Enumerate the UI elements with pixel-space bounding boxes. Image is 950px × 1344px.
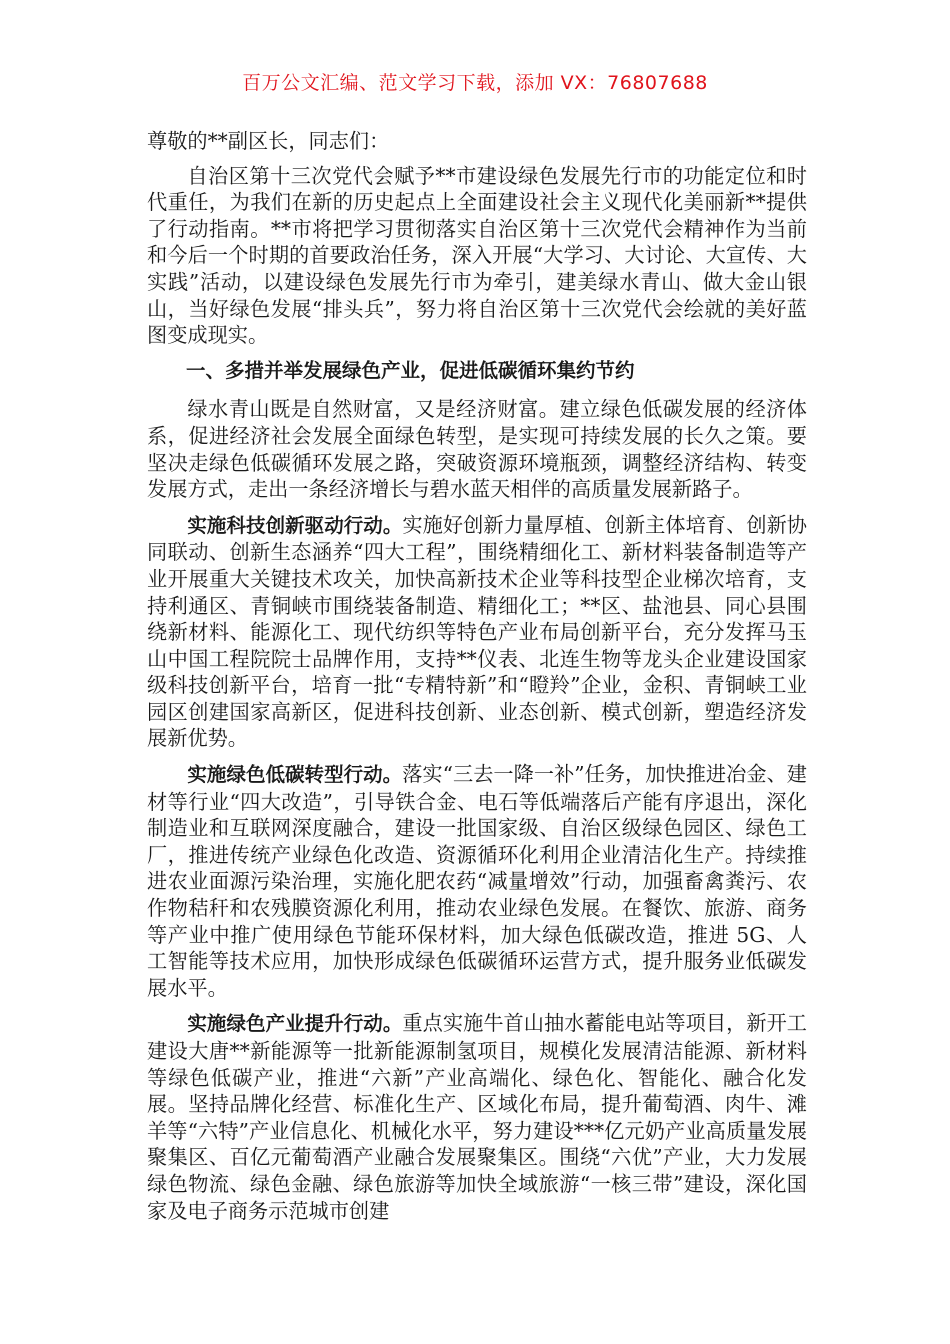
action-text-tech: 实施好创新力量厚植、创新主体培育、创新协同联动、创新生态涵养“四大工程”，围绕精细化工、新材料装备制造等产业开展重大关键技术攻关，加快高新技术企业等科技型企业梯次培育，支持利通区、青铜峡市围绕装备制造、精细化工；**区、盐池县、同心县围绕新材料、能源化工、现代纺织等特色产业布局创新平台，充分发挥马玉山中国工程院院士品牌作用，支持**仪表、北连生物等龙头企业建设国家级科技创新平台，培育一批“专精特新”和“瞪羚”企业，金积、青铜峡工业园区创建国家高新区，促进科技创新、业态创新、模式创新，塑造经济发展新优势。 [147,512,807,751]
action-text-industry: 重点实施牛首山抽水蓄能电站等项目，新开工建设大唐**新能源等一批新能源制氢项目，规模化发展清洁能源、新材料等绿色低碳产业，推进“六新”产业高端化、绿色化、智能化、融合化发展。坚持品牌化经营、标准化生产、区域化布局，提升葡萄酒、肉牛、滩羊等“六特”产业信息化、机械化水平，努力建设***亿元奶产业高质量发展聚集区、百亿元葡萄酒产业融合发展聚集区。围绕“六优”产业，大力发展绿色物流、绿色金融、绿色旅游等加快全域旅游“一核三带”建设，深化国家及电子商务示范城市创建 [147,1011,807,1223]
document-body [147,128,807,1233]
action-lead-tech: 实施科技创新驱动行动。 [187,513,403,537]
action-paragraph-industry [147,1010,807,1224]
salutation: 尊敬的**副区长，同志们： [147,129,390,153]
watermark-header: 百万公文汇编、范文学习下载，添加 VX：76807688 [242,72,708,94]
action-lead-lowcarbon: 实施绿色低碳转型行动。 [187,763,403,787]
action-lead-industry: 实施绿色产业提升行动。 [187,1012,403,1036]
section-heading: 一、多措并举发展绿色产业，促进低碳循环集约节约 [186,358,635,382]
section-paragraph: 绿水青山既是自然财富，又是经济财富。建立绿色低碳发展的经济体系，促进经济社会发展全面绿色转型，是实现可持续发展的长久之策。要坚决走绿色低碳循环发展之路，突破资源环境瓶颈，调整经济结构、转变发展方式，走出一条经济增长与碧水蓝天相伴的高质量发展新路子。 [147,397,807,502]
action-paragraph-lowcarbon [147,761,807,1001]
action-paragraph-tech [147,512,807,752]
action-text-lowcarbon: 落实“三去一降一补”任务，加快推进冶金、建材等行业“四大改造”，引导铁合金、电石等低端落后产能有序退出，深化制造业和互联网深度融合，建设一批国家级、自治区级绿色园区、绿色工厂，推进传统产业绿色化改造、资源循环化利用企业清洁化生产。持续推进农业面源污染治理，实施化肥农药“减量增效”行动，加强畜禽粪污、农作物秸秆和农残膜资源化利用，推动农业绿色发展。在餐饮、旅游、商务等产业中推广使用绿色节能环保材料，加大绿色低碳改造，推进 5G、人工智能等技术应用，加快形成绿色低碳循环运营方式，提升服务业低碳发展水平。 [147,762,807,1000]
intro-paragraph: 自治区第十三次党代会赋予**市建设绿色发展先行市的功能定位和时代重任，为我们在新的历史起点上全面建设社会主义现代化美丽新**提供了行动指南。**市将把学习贯彻落实自治区第十三次党代会精神作为当前和今后一个时期的首要政治任务，深入开展“大学习、大讨论、大宣传、大实践”活动，以建设绿色发展先行市为牵引，建美绿水青山、做大金山银山，当好绿色发展“排头兵”，努力将自治区第十三次党代会绘就的美好蓝图变成现实。 [147,163,807,348]
